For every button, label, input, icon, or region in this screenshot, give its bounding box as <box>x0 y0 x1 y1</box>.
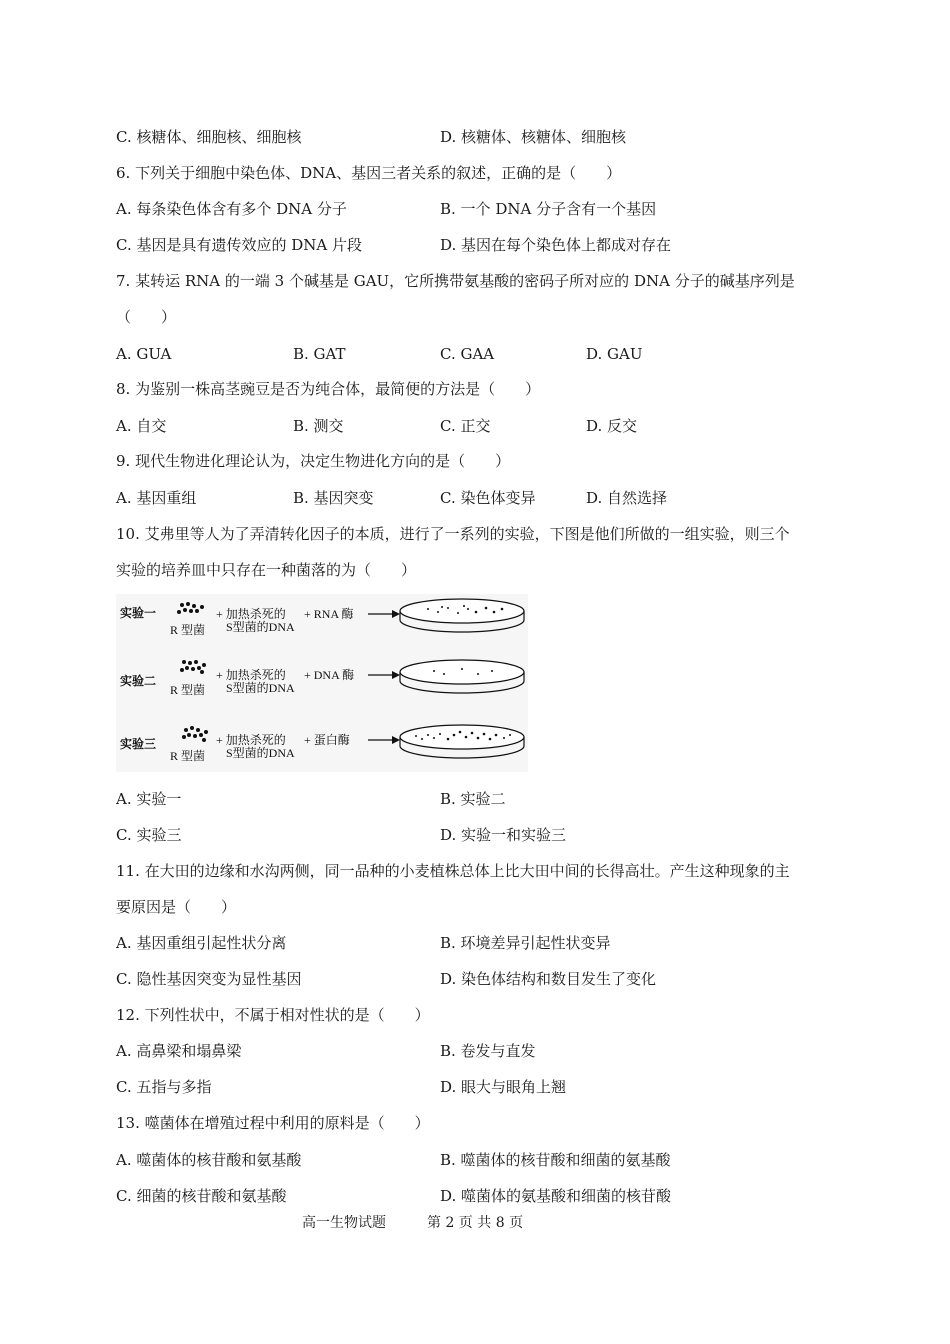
enzyme-label: + RNA 酶 <box>304 607 354 621</box>
enzyme-label: + 蛋白酶 <box>304 733 350 747</box>
q10-option-b: B. 实验二 <box>440 790 506 808</box>
additive-1-line2: S型菌的DNA <box>226 746 295 760</box>
q7-stem-cont: （ ） <box>116 308 177 326</box>
bacteria-label: R 型菌 <box>170 683 206 697</box>
footer-page-number: 第 2 页 共 8 页 <box>427 1215 524 1231</box>
q12-option-d: D. 眼大与眼角上翘 <box>440 1078 567 1096</box>
q13-option-d: D. 噬菌体的氨基酸和细菌的核苷酸 <box>440 1187 672 1205</box>
q5-option-c: C. 核糖体、细胞核、细胞核 <box>116 128 302 146</box>
q8-option-a: A. 自交 <box>116 417 167 435</box>
q13-option-a: A. 噬菌体的核苷酸和氨基酸 <box>116 1151 302 1169</box>
q6-option-b: B. 一个 DNA 分子含有一个基因 <box>440 200 657 218</box>
experiment-label: 实验一 <box>120 606 157 620</box>
q7-option-c: C. GAA <box>440 345 495 363</box>
q11-option-d: D. 染色体结构和数目发生了变化 <box>440 970 657 988</box>
q8-stem: 8. 为鉴别一株高茎豌豆是否为纯合体，最简便的方法是（ ） <box>116 380 541 398</box>
q12-option-b: B. 卷发与直发 <box>440 1042 536 1060</box>
q13-option-c: C. 细菌的核苷酸和氨基酸 <box>116 1187 287 1205</box>
q9-option-c: C. 染色体变异 <box>440 489 536 507</box>
additive-1: + 加热杀死的 <box>216 607 286 621</box>
experiment-label: 实验二 <box>120 674 157 688</box>
q10-option-a: A. 实验一 <box>116 790 182 808</box>
q8-option-c: C. 正交 <box>440 417 491 435</box>
q10-stem-cont: 实验的培养皿中只存在一种菌落的为（ ） <box>116 561 417 579</box>
q6-option-a: A. 每条染色体含有多个 DNA 分子 <box>116 200 347 218</box>
q13-stem: 13. 噬菌体在增殖过程中利用的原料是（ ） <box>116 1114 430 1132</box>
q9-option-d: D. 自然选择 <box>586 489 668 507</box>
q11-stem-cont: 要原因是（ ） <box>116 898 237 916</box>
q11-option-c: C. 隐性基因突变为显性基因 <box>116 970 302 988</box>
q12-stem: 12. 下列性状中，不属于相对性状的是（ ） <box>116 1006 430 1024</box>
q6-stem: 6. 下列关于细胞中染色体、DNA、基因三者关系的叙述，正确的是（ ） <box>116 164 622 182</box>
q9-option-a: A. 基因重组 <box>116 489 197 507</box>
q8-option-d: D. 反交 <box>586 417 638 435</box>
additive-1: + 加热杀死的 <box>216 733 286 747</box>
q10-option-d: D. 实验一和实验三 <box>440 826 567 844</box>
q9-option-b: B. 基因突变 <box>293 489 374 507</box>
q8-option-b: B. 测交 <box>293 417 344 435</box>
q6-option-c: C. 基因是具有遗传效应的 DNA 片段 <box>116 236 362 254</box>
experiment-figure <box>116 594 528 772</box>
experiment-diagram <box>116 594 528 772</box>
q10-stem: 10. 艾弗里等人为了弄清转化因子的本质，进行了一系列的实验，下图是他们所做的一组实验，则三个 <box>116 525 790 543</box>
enzyme-label: + DNA 酶 <box>304 668 355 682</box>
q7-option-b: B. GAT <box>293 345 346 363</box>
bacteria-label: R 型菌 <box>170 623 206 637</box>
q13-option-b: B. 噬菌体的核苷酸和细菌的氨基酸 <box>440 1151 671 1169</box>
q11-option-a: A. 基因重组引起性状分离 <box>116 934 287 952</box>
footer-subject: 高一生物试题 <box>302 1215 386 1231</box>
q6-option-d: D. 基因在每个染色体上都成对存在 <box>440 236 672 254</box>
experiment-label: 实验三 <box>120 737 157 751</box>
additive-1: + 加热杀死的 <box>216 668 286 682</box>
q7-option-d: D. GAU <box>586 345 643 363</box>
q10-option-c: C. 实验三 <box>116 826 182 844</box>
q9-stem: 9. 现代生物进化理论认为，决定生物进化方向的是（ ） <box>116 452 511 470</box>
q11-option-b: B. 环境差异引起性状变异 <box>440 934 611 952</box>
q12-option-a: A. 高鼻梁和塌鼻梁 <box>116 1042 242 1060</box>
q5-option-d: D. 核糖体、核糖体、细胞核 <box>440 128 627 146</box>
additive-1-line2: S型菌的DNA <box>226 681 295 695</box>
q11-stem: 11. 在大田的边缘和水沟两侧，同一品种的小麦植株总体上比大田中间的长得高壮。产生这种现象的主 <box>116 862 790 880</box>
q7-option-a: A. GUA <box>116 345 172 363</box>
additive-1-line2: S型菌的DNA <box>226 620 295 634</box>
q7-stem: 7. 某转运 RNA 的一端 3 个碱基是 GAU，它所携带氨基酸的密码子所对应的 DNA 分子的碱基序列是 <box>116 272 795 290</box>
q12-option-c: C. 五指与多指 <box>116 1078 212 1096</box>
bacteria-label: R 型菌 <box>170 749 206 763</box>
